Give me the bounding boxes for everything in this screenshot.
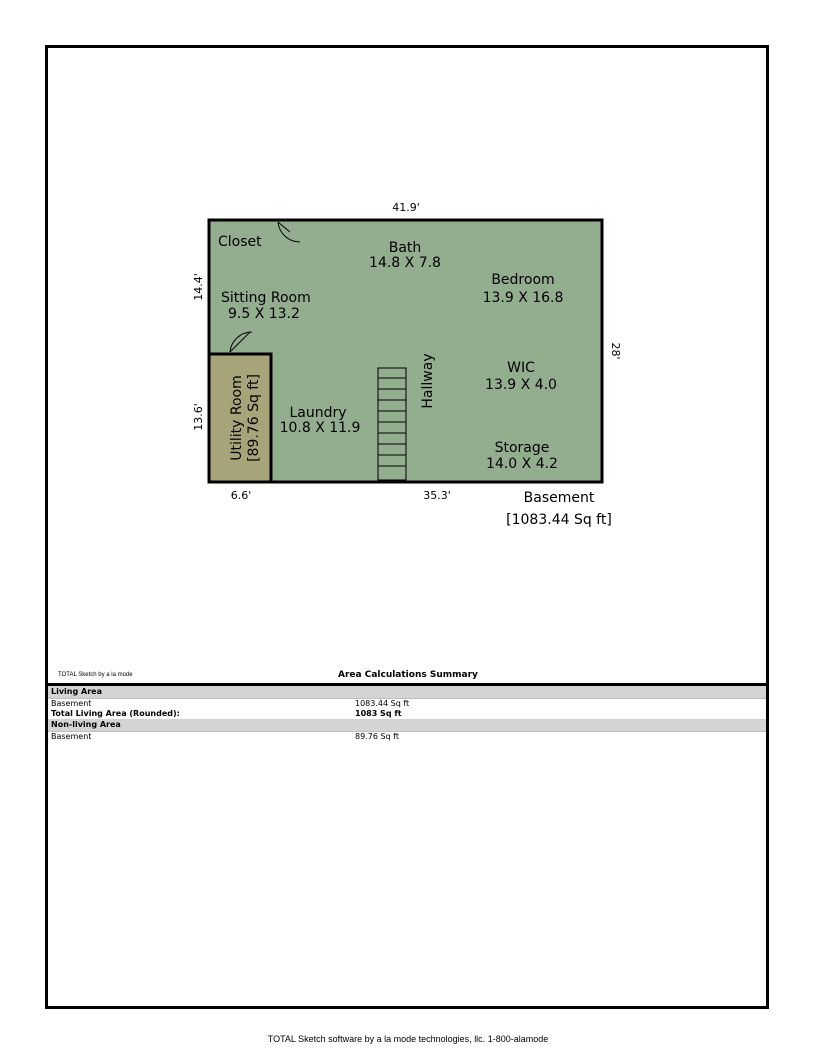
level-area: [1083.44 Sq ft] xyxy=(506,512,612,528)
dim-top: 41.9' xyxy=(392,201,420,214)
row-label: Total Living Area (Rounded): xyxy=(51,709,180,718)
sitting-room-label: Sitting Room xyxy=(221,290,311,306)
dim-left-upper: 14.4' xyxy=(192,273,205,301)
dim-right: 28' xyxy=(609,342,622,360)
hallway-label: Hallway xyxy=(420,353,436,409)
bath-size: 14.8 X 7.8 xyxy=(369,255,441,271)
area-summary-table xyxy=(48,686,766,742)
level-name: Basement xyxy=(523,490,595,506)
laundry-size: 10.8 X 11.9 xyxy=(279,420,361,436)
utility-room-label: Utility Room xyxy=(229,375,245,461)
sitting-room-size: 9.5 X 13.2 xyxy=(228,306,300,322)
utility-room-area: [89.76 Sq ft] xyxy=(246,374,262,462)
row-value: 1083 Sq ft xyxy=(355,709,402,718)
row-value: 89.76 Sq ft xyxy=(355,732,399,741)
row-label: Basement xyxy=(51,699,92,708)
bedroom-label: Bedroom xyxy=(491,272,555,288)
row-value: 1083.44 Sq ft xyxy=(355,699,410,708)
row-label: Basement xyxy=(51,732,92,741)
closet-label: Closet xyxy=(218,234,262,250)
footer-text: TOTAL Sketch software by a la mode technologies, llc. 1-800-alamode xyxy=(267,1034,549,1044)
section-heading-living: Living Area xyxy=(48,686,766,699)
section-heading-non-living: Non-living Area xyxy=(48,719,766,732)
bedroom-size: 13.9 X 16.8 xyxy=(482,290,564,306)
wic-size: 13.9 X 4.0 xyxy=(485,377,557,393)
dim-bottom-left: 6.6' xyxy=(230,489,252,502)
dim-left-lower: 13.6' xyxy=(192,403,205,431)
storage-label: Storage xyxy=(494,440,550,456)
dim-bottom-right: 35.3' xyxy=(423,489,451,502)
wic-label: WIC xyxy=(507,360,535,376)
summary-title: Area Calculations Summary xyxy=(338,670,478,680)
table-row xyxy=(48,732,766,742)
storage-size: 14.0 X 4.2 xyxy=(486,456,558,472)
table-row-total xyxy=(48,709,766,719)
laundry-label: Laundry xyxy=(289,405,347,421)
summary-header xyxy=(45,670,769,682)
table-row xyxy=(48,699,766,709)
bath-label: Bath xyxy=(388,240,422,256)
summary-brand: TOTAL Sketch by a la mode xyxy=(58,672,133,678)
